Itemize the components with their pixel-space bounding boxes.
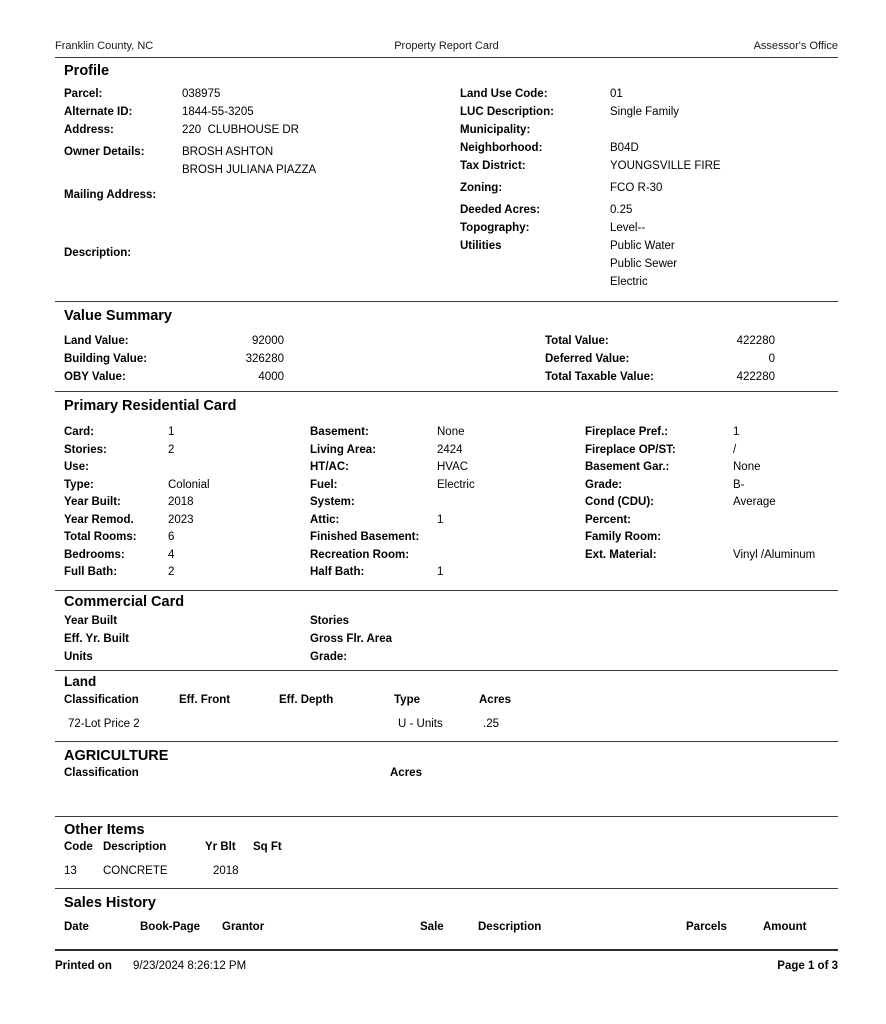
- column-header-parcels: Parcels: [686, 920, 727, 933]
- field-row-use: [64, 459, 310, 477]
- field-value: 326280: [245, 353, 284, 365]
- field-row-owner-details: [64, 143, 460, 179]
- field-value: 1: [437, 566, 444, 578]
- column-header-classification: Classification: [64, 766, 139, 779]
- header-office: Assessor's Office: [753, 40, 838, 52]
- column-header-acres: Acres: [390, 766, 422, 779]
- field-row-building-value: [64, 350, 284, 368]
- field-label: Deferred Value:: [545, 353, 630, 365]
- field-value: YOUNGSVILLE FIRE: [610, 160, 721, 172]
- field-row-mailing-address: [64, 186, 460, 204]
- printed-on-label: Printed on: [55, 959, 112, 972]
- field-value: Single Family: [610, 106, 680, 118]
- cell-eff-depth: [279, 715, 394, 733]
- field-label: Full Bath:: [64, 566, 118, 578]
- field-label: LUC Description:: [460, 106, 554, 118]
- field-value: B04D: [610, 142, 639, 154]
- land-table-row: [55, 715, 838, 733]
- field-label: Neighborhood:: [460, 142, 543, 154]
- field-row-cc-units: [64, 648, 310, 666]
- field-row-bedrooms: [64, 547, 310, 565]
- field-value: Vinyl /Aluminum: [733, 548, 816, 561]
- field-label: Alternate ID:: [64, 106, 133, 118]
- section-divider: [55, 391, 838, 392]
- section-divider: [55, 816, 838, 817]
- field-value: 0: [768, 353, 775, 365]
- field-row-municipality: [460, 121, 838, 139]
- field-value-group: [610, 237, 677, 291]
- field-row-recreation-room: [310, 547, 585, 565]
- primary-residential-section: [55, 424, 838, 582]
- cell-yr-blt: 2018: [213, 864, 239, 877]
- field-value: HVAC: [437, 461, 469, 473]
- field-row-total-rooms: [64, 529, 310, 547]
- section-divider: [55, 670, 838, 671]
- field-label: Gross Flr. Area: [310, 632, 393, 645]
- field-row-grade: [585, 477, 838, 495]
- agriculture-table-header: [55, 764, 838, 782]
- footer-divider: [55, 949, 838, 951]
- field-row-total-taxable-value: [545, 368, 775, 386]
- field-row-luc-description: [460, 103, 838, 121]
- column-header-yr-blt: Yr Blt: [205, 840, 236, 853]
- cell-description: CONCRETE: [103, 864, 168, 877]
- field-row-card: [64, 424, 310, 442]
- field-value: FCO R-30: [610, 182, 663, 194]
- field-row-utilities: [460, 237, 838, 291]
- field-value: 4: [168, 548, 175, 561]
- field-value: None: [733, 461, 761, 473]
- doc-footer: [55, 960, 838, 972]
- field-label: Type:: [64, 478, 94, 491]
- field-row-fireplace-pref: [585, 424, 838, 442]
- column-header-amount: Amount: [763, 920, 807, 933]
- field-value: Level--: [610, 222, 646, 234]
- prc-column-1: [64, 424, 310, 582]
- value-summary-left-column: [64, 332, 284, 386]
- field-value: 220 CLUBHOUSE DR: [182, 124, 299, 136]
- land-table-header: [55, 691, 838, 709]
- field-value: 2023: [168, 513, 194, 526]
- commercial-column-2: [310, 612, 838, 666]
- field-row-cc-year-built: [64, 612, 310, 630]
- profile-section-title: Profile: [64, 63, 110, 79]
- field-label: Half Bath:: [310, 566, 365, 578]
- profile-section: [55, 85, 838, 291]
- field-value: 422280: [736, 371, 775, 383]
- field-row-deeded-acres: [460, 201, 838, 219]
- field-value: 1: [168, 426, 175, 438]
- field-label: Total Taxable Value:: [545, 371, 654, 383]
- field-label: Ext. Material:: [585, 548, 657, 561]
- column-header-sale: Sale: [420, 920, 444, 933]
- field-row-full-bath: [64, 564, 310, 582]
- section-divider: [55, 590, 838, 591]
- column-header-date: Date: [64, 920, 89, 933]
- field-label: Grade:: [585, 478, 623, 491]
- field-label: Fireplace OP/ST:: [585, 443, 676, 456]
- field-row-tax-district: [460, 157, 838, 175]
- column-header-classification: Classification: [64, 693, 139, 706]
- section-divider: [55, 741, 838, 742]
- field-value: /: [733, 443, 737, 456]
- field-value: 2018: [168, 496, 194, 508]
- column-header-acres: Acres: [479, 693, 511, 706]
- printed-on-timestamp: 9/23/2024 8:26:12 PM: [133, 959, 247, 972]
- field-value: 2: [168, 566, 175, 578]
- column-header-description: Description: [478, 920, 542, 933]
- field-label: Address:: [64, 124, 114, 136]
- field-row-cc-stories: [310, 612, 838, 630]
- field-row-cond-cdu: [585, 494, 838, 512]
- field-label: Land Value:: [64, 335, 129, 347]
- field-row-percent: [585, 512, 838, 530]
- field-value: 4000: [258, 371, 284, 383]
- field-label: Total Rooms:: [64, 531, 137, 543]
- field-row-stories: [64, 442, 310, 460]
- field-label: Cond (CDU):: [585, 496, 654, 508]
- field-label: Grade:: [310, 650, 348, 663]
- field-row-fireplace-opst: [585, 442, 838, 460]
- profile-right-column: [460, 85, 838, 291]
- field-row-neighborhood: [460, 139, 838, 157]
- primary-residential-section-title: Primary Residential Card: [64, 398, 237, 414]
- field-label: Utilities: [460, 240, 502, 252]
- field-label: Building Value:: [64, 353, 148, 365]
- field-label: Topography:: [460, 222, 530, 234]
- field-row-cc-gross-flr-area: [310, 630, 838, 648]
- field-value: 422280: [736, 335, 775, 347]
- commercial-section-title: Commercial Card: [64, 593, 185, 610]
- cell-type: U - Units: [398, 717, 443, 730]
- field-value: 01: [610, 88, 623, 100]
- field-value: 1844-55-3205: [182, 106, 254, 118]
- field-label: Deeded Acres:: [460, 204, 541, 216]
- field-row-cc-eff-yr-built: [64, 630, 310, 648]
- field-label: HT/AC:: [310, 461, 349, 473]
- field-label: Mailing Address:: [64, 189, 157, 201]
- field-row-family-room: [585, 529, 838, 547]
- field-row-system: [310, 494, 585, 512]
- field-value: 2: [168, 443, 175, 456]
- field-label: Card:: [64, 426, 95, 438]
- land-section-title: Land: [64, 673, 97, 689]
- field-value: Colonial: [168, 478, 210, 491]
- field-value: Electric: [437, 478, 475, 491]
- field-label: Units: [64, 650, 93, 663]
- field-row-deferred-value: [545, 350, 775, 368]
- field-value: 0.25: [610, 204, 633, 216]
- field-label: Description:: [64, 247, 132, 259]
- other-items-section-title: Other Items: [64, 821, 145, 838]
- field-label: Bedrooms:: [64, 548, 125, 561]
- field-value-group: [182, 143, 316, 179]
- sales-history-section-title: Sales History: [64, 894, 156, 911]
- field-label: Stories: [310, 614, 349, 627]
- prc-column-3: [585, 424, 838, 582]
- field-row-ht-ac: [310, 459, 585, 477]
- field-label: Basement Gar.:: [585, 461, 670, 473]
- field-label: Eff. Yr. Built: [64, 632, 129, 645]
- field-label: System:: [310, 496, 355, 508]
- field-row-land-value: [64, 332, 284, 350]
- field-label: Recreation Room:: [310, 548, 410, 561]
- field-label: Municipality:: [460, 124, 531, 136]
- field-label: Living Area:: [310, 443, 377, 456]
- cell-classification: 72-Lot Price 2: [68, 717, 140, 730]
- field-row-alternate-id: [64, 103, 460, 121]
- prc-column-2: [310, 424, 585, 582]
- field-row-land-use-code: [460, 85, 838, 103]
- field-row-topography: [460, 219, 838, 237]
- column-header-description: Description: [103, 840, 167, 853]
- field-value: 038975: [182, 88, 221, 100]
- field-row-finished-basement: [310, 529, 585, 547]
- field-label: Fuel:: [310, 478, 338, 491]
- field-row-total-value: [545, 332, 775, 350]
- cell-code: 13: [64, 864, 77, 877]
- field-row-type: [64, 477, 310, 495]
- field-value: 92000: [252, 335, 284, 347]
- cell-eff-front: [179, 715, 279, 733]
- column-header-eff-depth: Eff. Depth: [279, 693, 334, 706]
- field-label: Stories:: [64, 443, 107, 456]
- column-header-sq-ft: Sq Ft: [253, 840, 282, 853]
- field-label: Owner Details:: [64, 146, 145, 158]
- field-value: None: [437, 426, 465, 438]
- field-label: Finished Basement:: [310, 531, 420, 543]
- field-label: Zoning:: [460, 182, 503, 194]
- field-label: Basement:: [310, 426, 369, 438]
- field-label: Total Value:: [545, 335, 609, 347]
- utility-1: Public Water: [610, 240, 675, 252]
- field-row-zoning: [460, 179, 838, 197]
- field-label: Year Remod.: [64, 513, 134, 526]
- column-header-eff-front: Eff. Front: [179, 693, 231, 706]
- column-header-code: Code: [64, 840, 93, 853]
- owner-name-2: BROSH JULIANA PIAZZA: [182, 164, 317, 176]
- profile-left-column: [64, 85, 460, 291]
- value-summary-section: [55, 332, 838, 386]
- field-row-ext-material: [585, 547, 838, 565]
- field-row-description: [64, 244, 460, 262]
- utility-2: Public Sewer: [610, 258, 678, 270]
- field-label: Use:: [64, 461, 89, 473]
- field-row-living-area: [310, 442, 585, 460]
- page-number: Page 1 of 3: [777, 959, 838, 972]
- field-label: Year Built: [64, 614, 118, 627]
- other-items-table-row: [55, 862, 838, 880]
- column-header-book-page: Book-Page: [140, 920, 201, 933]
- cell-acres: .25: [483, 717, 499, 730]
- column-header-type: Type: [394, 693, 420, 706]
- field-label: Land Use Code:: [460, 88, 548, 100]
- agriculture-section-title: AGRICULTURE: [64, 747, 169, 764]
- field-label: Fireplace Pref.:: [585, 426, 669, 438]
- field-label: OBY Value:: [64, 371, 126, 383]
- section-divider: [55, 301, 838, 302]
- utility-3: Electric: [610, 276, 648, 288]
- owner-name-1: BROSH ASHTON: [182, 146, 274, 158]
- value-summary-right-column: [545, 332, 775, 386]
- field-row-cc-grade: [310, 648, 838, 666]
- commercial-column-1: [64, 612, 310, 666]
- field-row-basement-gar: [585, 459, 838, 477]
- section-divider: [55, 888, 838, 889]
- field-value: 1: [437, 513, 444, 526]
- other-items-table-header: [55, 838, 838, 856]
- field-label: Year Built:: [64, 496, 121, 508]
- field-value: 1: [733, 426, 740, 438]
- field-row-oby-value: [64, 368, 284, 386]
- field-row-fuel: [310, 477, 585, 495]
- field-value: B-: [733, 478, 745, 491]
- cell-sq-ft: [253, 862, 313, 880]
- header-county: Franklin County, NC: [55, 40, 154, 52]
- sales-history-table-header: [55, 918, 838, 936]
- field-label: Tax District:: [460, 160, 526, 172]
- field-value: 6: [168, 531, 175, 543]
- field-label: Attic:: [310, 513, 340, 526]
- value-summary-section-title: Value Summary: [64, 308, 172, 324]
- field-row-address: [64, 121, 460, 139]
- field-label: Parcel:: [64, 88, 103, 100]
- column-header-grantor: Grantor: [222, 920, 265, 933]
- field-row-year-remod: [64, 512, 310, 530]
- header-divider: [55, 57, 838, 58]
- field-label: Family Room:: [585, 531, 662, 543]
- commercial-section: [55, 612, 838, 666]
- doc-header: [55, 40, 838, 52]
- field-row-year-built: [64, 494, 310, 512]
- field-row-attic: [310, 512, 585, 530]
- field-label: Percent:: [585, 513, 632, 526]
- field-row-half-bath: [310, 564, 585, 582]
- field-value: 2424: [437, 443, 463, 456]
- header-title: Property Report Card: [394, 40, 499, 52]
- field-row-basement: [310, 424, 585, 442]
- field-value: Average: [733, 496, 776, 508]
- field-row-parcel: [64, 85, 460, 103]
